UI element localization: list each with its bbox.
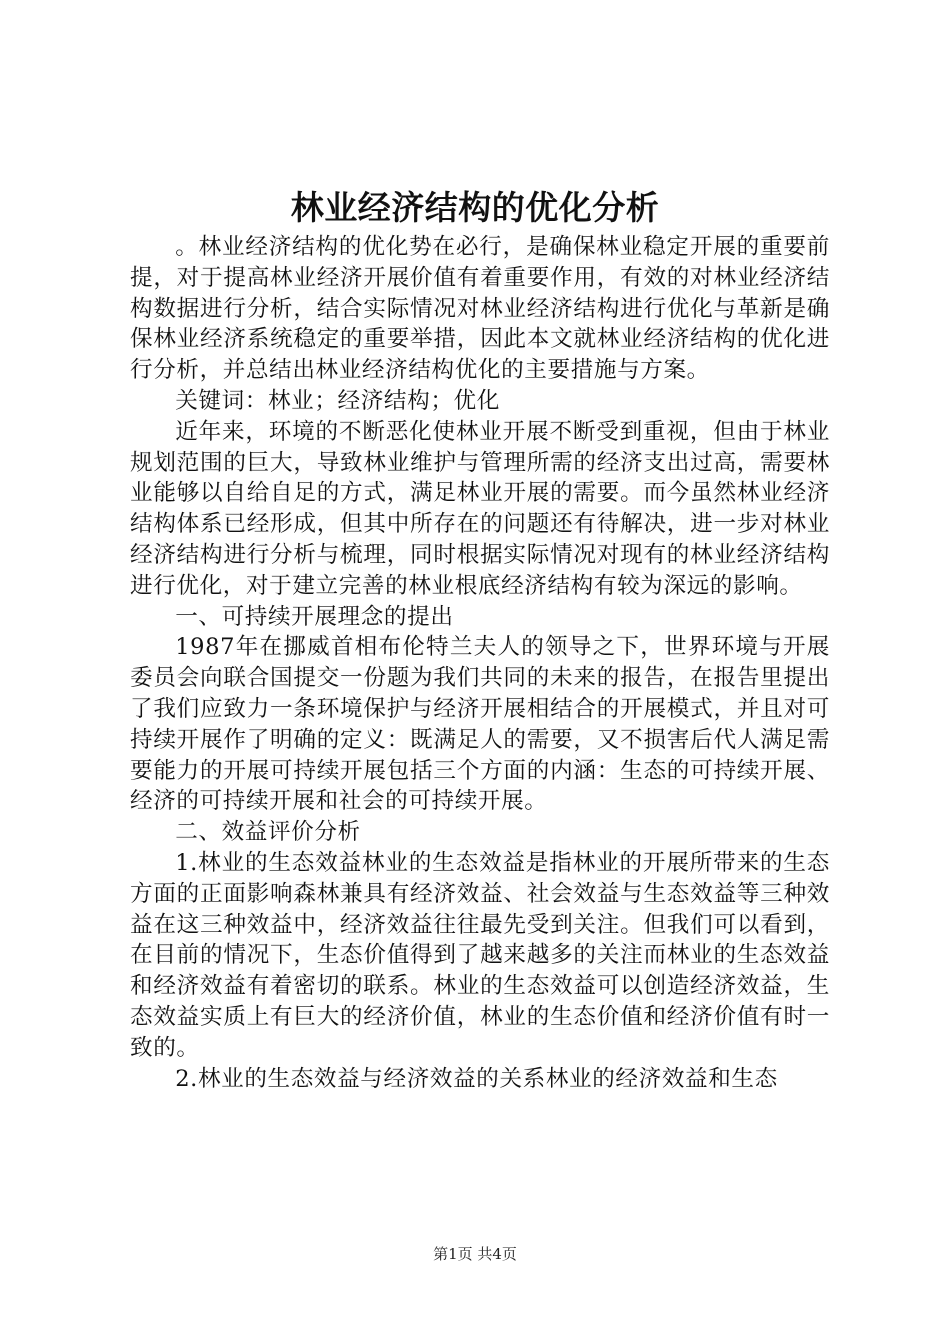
page-number-footer: 第1页 共4页 xyxy=(433,1245,517,1263)
document-title: 林业经济结构的优化分析 xyxy=(290,188,660,227)
abstract-paragraph: 。林业经济结构的优化势在必行，是确保林业稳定开展的重要前提，对于提高林业经济开展价值有着重要作用，有效的对林业经济结构数据进行分析，结合实际情况对林业经济结构进行优化与革新是确保林业经济系统稳定的重要举措，因此本文就林业经济结构的优化进行分析，并总结出林业经济结构优化的主要措施与方案。 xyxy=(130,234,830,384)
section-heading-2: 二、效益评价分析 xyxy=(175,819,361,846)
section-heading-1: 一、可持续开展理念的提出 xyxy=(175,603,454,630)
section-2-item-2-paragraph: 2.林业的生态效益与经济效益的关系林业的经济效益和生态 xyxy=(175,1065,778,1092)
section-2-item-1-paragraph: 1.林业的生态效益林业的生态效益是指林业的开展所带来的生态方面的正面影响森林兼具有经济效益、社会效益与生态效益等三种效益在这三种效益中，经济效益往往最先受到关注。但我们可以看到，在目前的情况下，生态价值得到了越来越多的关注而林业的生态效益和经济效益有着密切的联系。林业的生态效益可以创造经济效益，生态效益实质上有巨大的经济价值，林业的生态价值和经济价值有时一致的。 xyxy=(130,849,830,1061)
document-body xyxy=(130,232,830,1094)
intro-paragraph: 近年来，环境的不断恶化使林业开展不断受到重视，但由于林业规划范围的巨大，导致林业维护与管理所需的经济支出过高，需要林业能够以自给自足的方式，满足林业开展的需要。而今虽然林业经济结构体系已经形成，但其中所存在的问题还有待解决，进一步对林业经济结构进行分析与梳理，同时根据实际情况对现有的林业经济结构进行优化，对于建立完善的林业根底经济结构有较为深远的影响。 xyxy=(130,418,830,599)
keywords-paragraph: 关键词：林业；经济结构；优化 xyxy=(175,387,500,414)
section-1-paragraph: 1987年在挪威首相布伦特兰夫人的领导之下，世界环境与开展委员会向联合国提交一份题为我们共同的未来的报告，在报告里提出了我们应致力一条环境保护与经济开展相结合的开展模式，并且对可持续开展作了明确的定义：既满足人的需要，又不损害后代人满足需要能力的开展可持续开展包括三个方面的内涵：生态的可持续开展、经济的可持续开展和社会的可持续开展。 xyxy=(130,634,830,815)
